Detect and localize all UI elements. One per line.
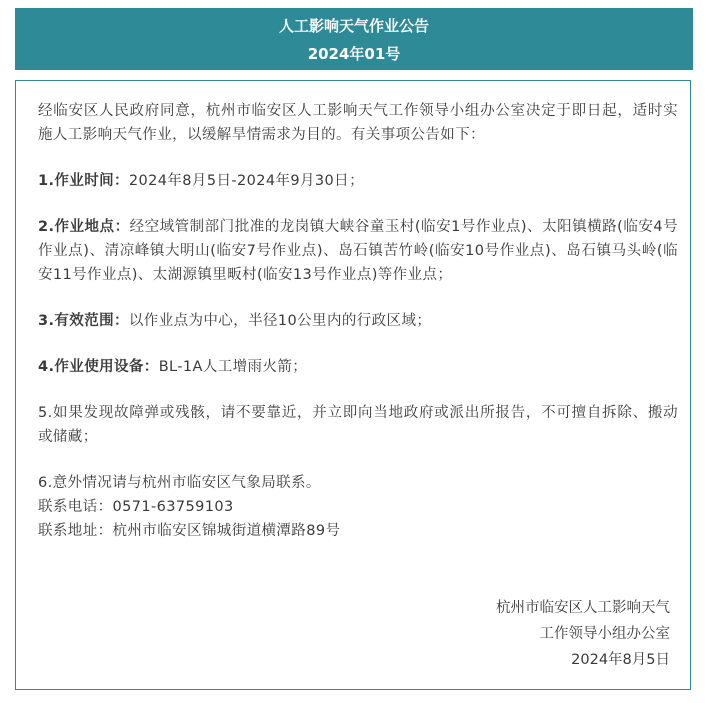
intro-paragraph: 经临安区人民政府同意，杭州市临安区人工影响天气工作领导小组办公室决定于即日起，适时实施人工影响天气作业，以缓解旱情需求为目的。有关事项公告如下： xyxy=(38,103,678,143)
item-range-label: 3.有效范围： xyxy=(38,313,129,329)
signature-block xyxy=(496,595,670,673)
announcement-title: 人工影响天气作业公告 xyxy=(278,17,429,35)
signature-org-line2: 工作领导小组办公室 xyxy=(539,626,670,642)
item-range-text: 以作业点为中心，半径10公里内的行政区域； xyxy=(128,313,432,329)
item-time xyxy=(38,169,678,193)
contact-address: 联系地址：杭州市临安区锦城街道横潭路89号 xyxy=(38,523,341,539)
announcement-body xyxy=(15,80,691,690)
item-time-text: 2024年8月5日-2024年9月30日； xyxy=(128,173,364,189)
announcement-header xyxy=(15,8,693,70)
announcement-content xyxy=(38,99,678,543)
item-location xyxy=(38,215,678,287)
item-equipment-text: BL-1A人工增雨火箭； xyxy=(158,359,308,375)
signature-org-line1: 杭州市临安区人工影响天气 xyxy=(496,600,670,616)
signature-date: 2024年8月5日 xyxy=(571,652,670,668)
item-warning: 5.如果发现故障弹或残骸，请不要靠近，并立即向当地政府或派出所报告，不可擅自拆除、搬动或储藏； xyxy=(38,405,678,445)
announcement-number: 2024年01号 xyxy=(307,45,401,63)
item-equipment xyxy=(38,355,678,379)
item-location-label: 2.作业地点： xyxy=(38,219,130,235)
item-time-label: 1.作业时间： xyxy=(38,173,129,189)
item-range xyxy=(38,309,678,333)
item-contact: 6.意外情况请与杭州市临安区气象局联系。 xyxy=(38,475,321,491)
item-location-text: 经空域管制部门批准的龙岗镇大峡谷童玉村(临安1号作业点)、太阳镇横路(临安4号作业点)、清凉峰镇大明山(临安7号作业点)、岛石镇苦竹岭(临安10号作业点)、岛石镇马头岭(临安11号作业点)、太湖源镇里畈村(临安13号作业点)等作业点； xyxy=(38,219,678,283)
contact-phone: 联系电话：0571-63759103 xyxy=(38,499,234,515)
item-equipment-label: 4.作业使用设备： xyxy=(38,359,159,375)
